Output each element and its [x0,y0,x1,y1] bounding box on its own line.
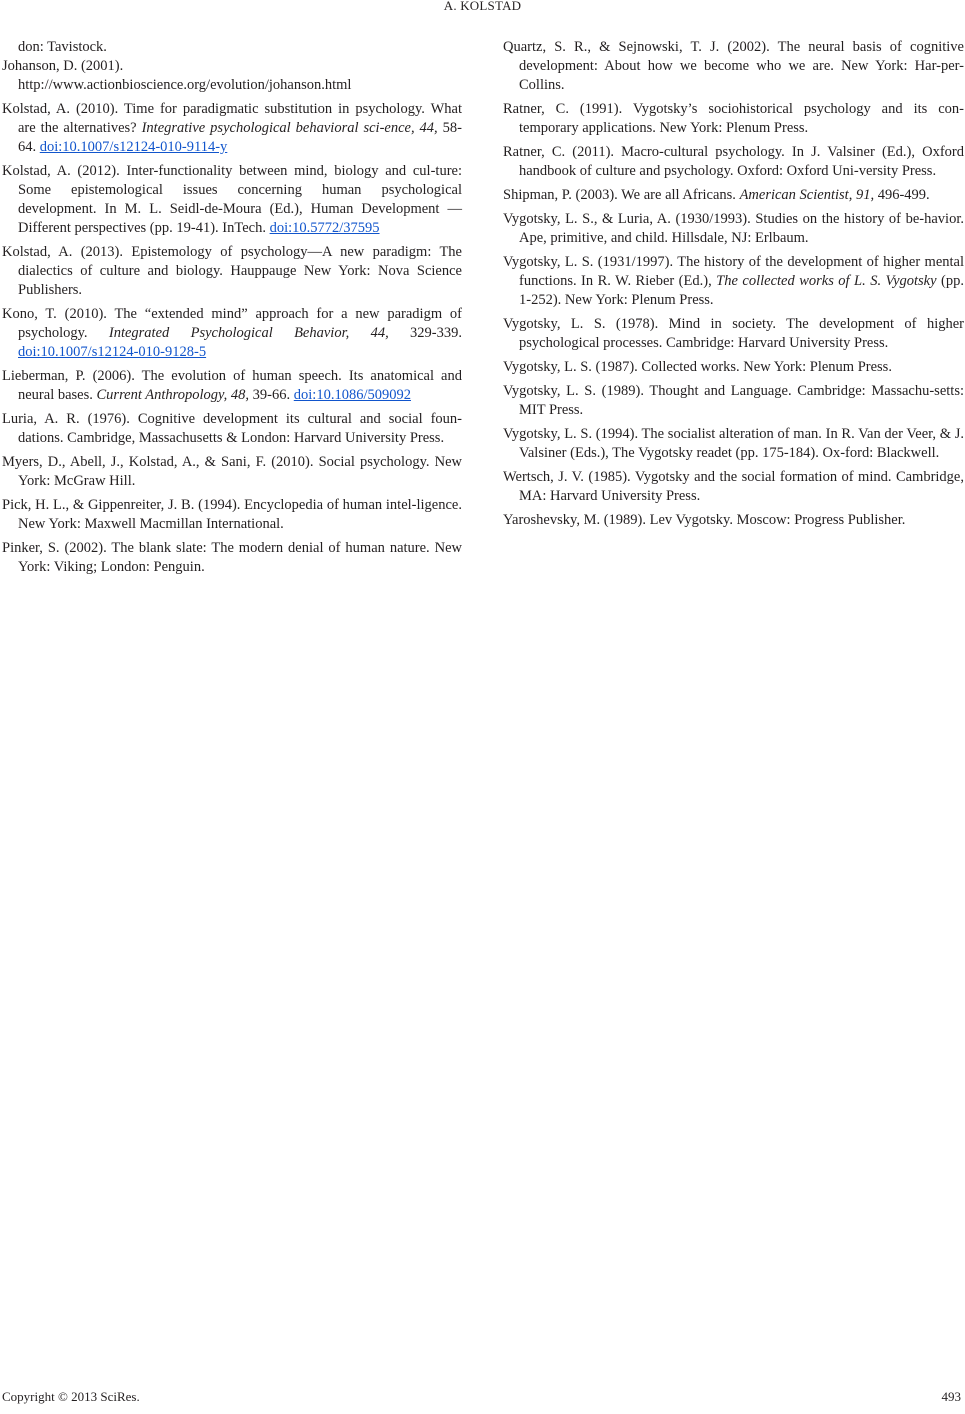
reference-entry: Ratner, C. (2011). Macro-cultural psychology. In J. Valsiner (Ed.), Oxford handbook of culture and psychology. Oxford: Oxford Uni-versity Press. [503,144,964,179]
reference-entry: Kolstad, A. (2012). Inter-functionality between mind, biology and cul-ture: Some epistemological issues concerning human psychological development. In M. L. Seidl-de-Moura (Ed.), Human Development —Different perspectives (pp. 19-41). InTech. doi:10.5772/37595 [2,163,462,236]
reference-entry: Vygotsky, L. S., & Luria, A. (1930/1993). Studies on the history of be-havior. Ape, primitive, and child. Hillsdale, NJ: Erlbaum. [503,211,964,246]
reference-entry: Myers, D., Abell, J., Kolstad, A., & Sani, F. (2010). Social psychology. New York: McGraw Hill. [2,454,462,489]
reference-entry: Vygotsky, L. S. (1989). Thought and Language. Cambridge: Massachu-setts: MIT Press. [503,383,964,418]
reference-url: http://www.actionbioscience.org/evolution/johanson.html [18,77,352,93]
reference-entry: Kolstad, A. (2013). Epistemology of psychology—A new paradigm: The dialectics of culture and biology. Hauppauge New York: Nova Science Publishers. [2,244,462,298]
reference-entry: Ratner, C. (1991). Vygotsky’s sociohistorical psychology and its con-temporary applications. New York: Plenum Press. [503,101,964,136]
doi-link[interactable]: doi:10.1086/509092 [293,387,411,403]
reference-entry: Pick, H. L., & Gippenreiter, J. B. (1994). Encyclopedia of human intel-ligence. New York: Maxwell Macmillan International. [2,497,462,532]
reference-entry: Vygotsky, L. S. (1978). Mind in society. The development of higher psychological processes. Cambridge: Harvard University Press. [503,316,964,351]
doi-link[interactable]: doi:10.1007/s12124-010-9114-y [39,139,228,155]
reference-entry: Yaroshevsky, M. (1989). Lev Vygotsky. Moscow: Progress Publisher. [503,512,906,528]
references-right-column [503,38,964,530]
reference-entry: Vygotsky, L. S. (1931/1997). The history of the development of higher mental functions. In R. W. Rieber (Ed.), The collected works of L. S. Vygotsky (pp. 1-252). New York: Plenum Press. [503,254,964,308]
copyright-footer: Copyright © 2013 SciRes. [2,1389,140,1404]
reference-entry: Vygotsky, L. S. (1994). The socialist alteration of man. In R. Van der Veer, & J. Valsiner (Eds.), The Vygotsky readet (pp. 175-184). Ox-ford: Blackwell. [503,426,964,461]
references-left-column [2,38,462,577]
reference-entry: Johanson, D. (2001). [2,58,124,74]
reference-entry: Kono, T. (2010). The “extended mind” approach for a new paradigm of psychology. Integrated Psychological Behavior, 44, 329-339. doi:10.1007/s12124-010-9128-5 [2,306,462,360]
reference-entry: don: Tavistock. [18,39,107,55]
reference-entry: Quartz, S. R., & Sejnowski, T. J. (2002). The neural basis of cognitive development: About how we become who we are. New York: Har-per-Collins. [503,39,964,93]
doi-link[interactable]: doi:10.1007/s12124-010-9128-5 [18,344,207,360]
reference-entry: Wertsch, J. V. (1985). Vygotsky and the social formation of mind. Cambridge, MA: Harvard University Press. [503,469,964,504]
reference-entry: Kolstad, A. (2010). Time for paradigmatic substitution in psychology. What are the alternatives? Integrative psychological behavioral sci-ence, 44, 58-64. doi:10.1007/s12124-010-9114-y [2,101,462,155]
reference-entry: Luria, A. R. (1976). Cognitive development its cultural and social foun-dations. Cambridge, Massachusetts & London: Harvard University Press. [2,411,462,446]
reference-entry: Vygotsky, L. S. (1987). Collected works. New York: Plenum Press. [503,359,892,375]
running-header: A. KOLSTAD [443,0,522,13]
reference-entry: Pinker, S. (2002). The blank slate: The modern denial of human nature. New York: Viking; London: Penguin. [2,540,462,575]
reference-entry: Shipman, P. (2003). We are all Africans. American Scientist, 91, 496-499. [503,187,930,203]
reference-entry: Lieberman, P. (2006). The evolution of human speech. Its anatomical and neural bases. Current Anthropology, 48, 39-66. doi:10.1086/509092 [2,368,462,403]
doi-link[interactable]: doi:10.5772/37595 [269,220,380,236]
page-number: 493 [941,1389,961,1404]
